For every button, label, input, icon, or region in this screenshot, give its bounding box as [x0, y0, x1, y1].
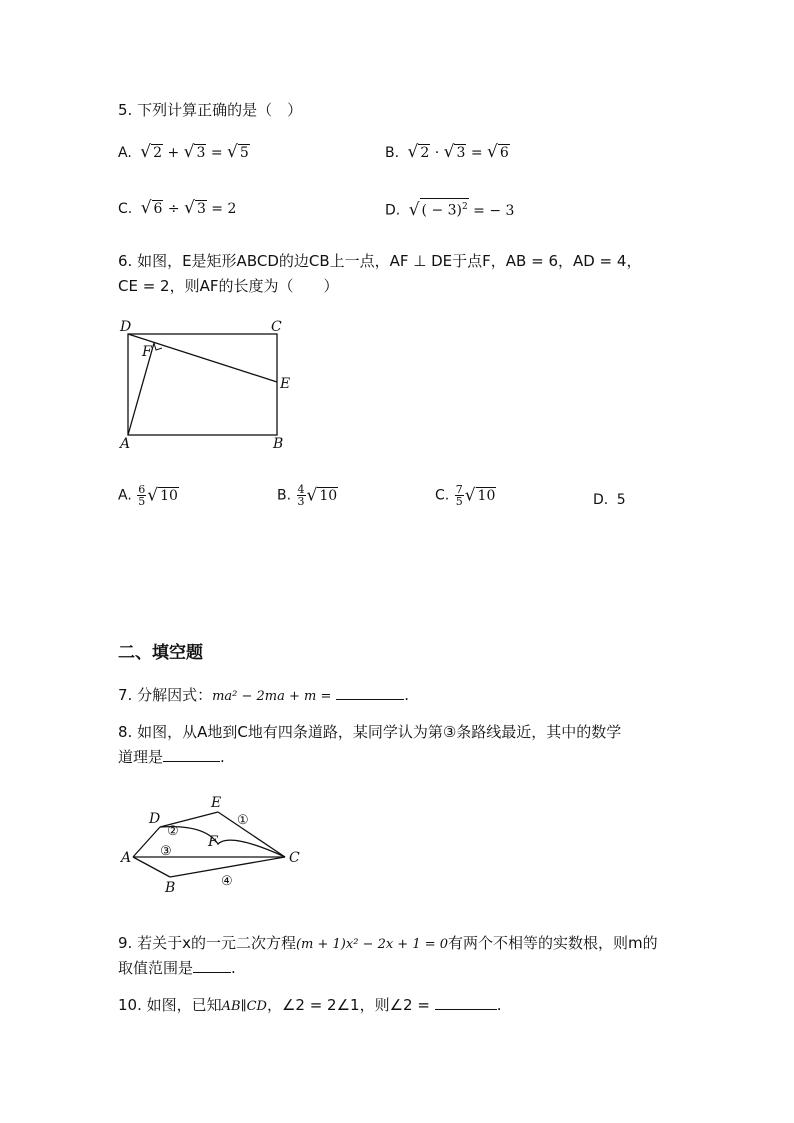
- q6-option-d: [593, 492, 626, 508]
- q10-answer-blank[interactable]: [435, 995, 497, 1010]
- label-d: D: [120, 319, 132, 335]
- option-label: D.: [593, 492, 609, 508]
- route-4-seg1: [133, 857, 170, 877]
- label-a: A: [121, 850, 132, 866]
- numerator: 7: [455, 483, 463, 496]
- q7: [118, 684, 409, 705]
- label-b: B: [165, 880, 176, 896]
- q10-prefix: 10. 如图，已知: [118, 996, 222, 1014]
- q10: [118, 994, 501, 1015]
- option-math: √ ( − 3)$^2$ = − 3: [408, 199, 515, 220]
- route-3-marker: ③: [160, 844, 172, 859]
- q6-option-c: C. $\frac{7}{5}$ √ 10: [435, 483, 496, 508]
- label-f: F: [142, 344, 152, 360]
- q7-prefix: 7. 分解因式：: [118, 686, 213, 704]
- section-heading: 二、填空题: [118, 643, 203, 663]
- q9-text-a: 9. 若关于x的一元二次方程: [118, 934, 296, 952]
- label-e: E: [211, 795, 222, 811]
- radicand: 10: [160, 488, 178, 504]
- q6-line1: 6. 如图，E是矩形ABCD的边CB上一点，AF ⊥ DE于点F，AB = 6，AD = 4，: [118, 252, 642, 270]
- label-e: E: [280, 376, 291, 392]
- label-b: B: [273, 436, 284, 452]
- q8-line2: [118, 746, 225, 767]
- radicand: 10: [319, 488, 338, 504]
- q8-answer-blank[interactable]: [163, 747, 220, 762]
- fraction: [297, 484, 306, 507]
- q7-expression: ma² − 2ma + m =: [212, 689, 332, 704]
- numerator: 6: [138, 483, 146, 496]
- q6-option-a: A. $\frac{6}{5}$ √ 10: [118, 483, 178, 508]
- route-4-marker: ④: [221, 874, 233, 889]
- q7-suffix: .: [404, 686, 409, 704]
- q9-line2: [118, 957, 236, 978]
- q10-parallel: AB∥CD: [221, 999, 267, 1014]
- routes-figure: [115, 792, 315, 902]
- q7-answer-blank[interactable]: [336, 685, 404, 700]
- rectangle-figure: [110, 312, 310, 457]
- label-f: F: [208, 834, 218, 850]
- option-math: √ 2 · √ 3 = √ 6: [407, 142, 509, 162]
- route-1-marker: ①: [237, 813, 249, 828]
- q9-suffix: .: [231, 959, 236, 977]
- radicand: 10: [477, 488, 496, 504]
- q5-option-d: [385, 198, 514, 220]
- q9-text-b: 有两个不相等的实数根，则m的: [448, 934, 658, 952]
- label-c: C: [271, 319, 282, 335]
- option-value: 5: [616, 492, 626, 508]
- label-a: A: [120, 436, 131, 452]
- denominator: 5: [455, 495, 463, 508]
- q5-option-b: [385, 142, 510, 162]
- q8-suffix: .: [220, 748, 225, 766]
- option-label: C.: [435, 487, 450, 504]
- route-2-curve: [160, 827, 285, 857]
- q10-suffix: .: [496, 996, 502, 1014]
- option-label: B.: [385, 145, 400, 161]
- q9-line2-text: 取值范围是: [118, 959, 194, 977]
- label-c: C: [289, 850, 300, 866]
- option-label: C.: [118, 201, 133, 217]
- q9-answer-blank[interactable]: [193, 958, 231, 973]
- route-1-seg2: [218, 812, 285, 857]
- option-label: D.: [385, 202, 401, 219]
- numerator: 4: [297, 483, 305, 496]
- q5-stem: 5. 下列计算正确的是（ ）: [118, 101, 303, 119]
- q6-option-b: B. $\frac{4}{3}$ √ 10: [277, 483, 338, 508]
- q6-line2: CE = 2，则AF的长度为（ ）: [118, 277, 339, 295]
- q5-option-c: [118, 198, 236, 218]
- q5-option-a: [118, 142, 250, 162]
- label-d: D: [149, 811, 161, 827]
- route-2-seg1: [133, 827, 160, 857]
- fraction: [455, 484, 464, 507]
- route-2-marker: ②: [167, 824, 179, 839]
- option-math: √ 2 + √ 3 = √ 5: [140, 142, 249, 162]
- q10-condition: ，∠2 = 2∠1，则∠2 =: [266, 996, 430, 1014]
- q8-line1: 8. 如图，从A地到C地有四条道路，某同学认为第③条路线最近，其中的数学: [118, 723, 622, 741]
- option-math: √ 6 ÷ √ 3 = 2: [140, 198, 237, 218]
- option-label: B.: [277, 487, 292, 504]
- denominator: 5: [138, 495, 146, 508]
- fraction: [137, 484, 146, 507]
- q9-line1: [118, 932, 658, 953]
- denominator: 3: [297, 495, 305, 508]
- option-label: A.: [118, 145, 132, 161]
- q8-line2-text: 道理是: [118, 748, 164, 766]
- q9-equation: (m + 1)x² − 2x + 1 = 0: [295, 937, 449, 952]
- option-label: A.: [118, 487, 132, 504]
